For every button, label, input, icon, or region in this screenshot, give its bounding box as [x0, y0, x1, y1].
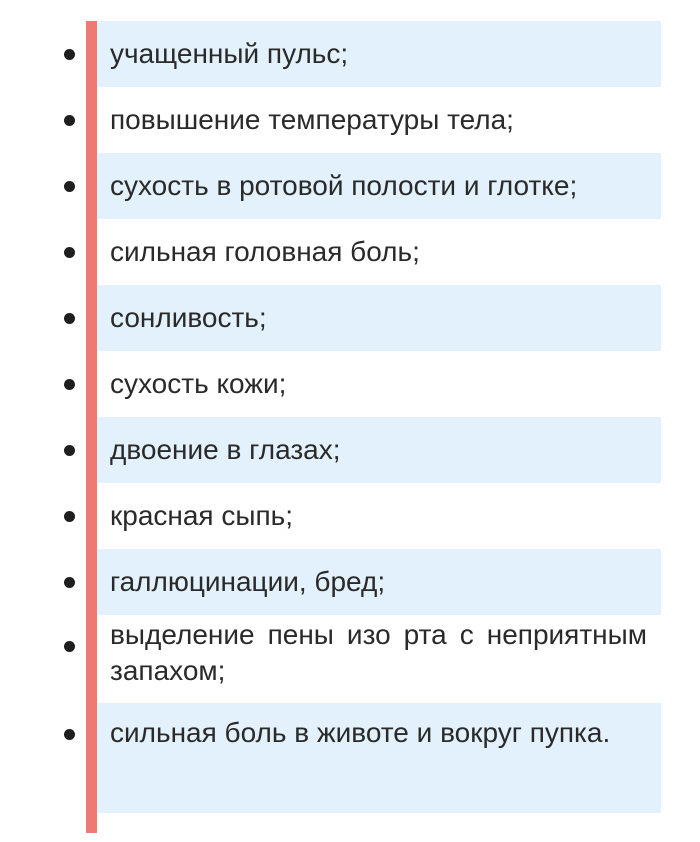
list-item-text: повышение температуры тела; — [110, 104, 514, 135]
bullet-icon — [64, 313, 75, 324]
list-item-text: выделение пены изо рта с неприятным запахом; — [110, 619, 647, 686]
list-item-text: учащенный пульс; — [97, 21, 661, 87]
bullet-icon — [64, 247, 75, 258]
list-item-text: сильная головная боль; — [110, 236, 420, 267]
list-item — [0, 87, 700, 153]
bullet-icon — [64, 181, 75, 192]
list-item — [0, 351, 700, 417]
list-item-text: красная сыпь; — [110, 500, 294, 531]
bullet-icon — [64, 379, 75, 390]
list-item — [0, 615, 700, 703]
list-item-text: галлюцинации, бред; — [97, 549, 661, 615]
list-item-text: сонливость; — [97, 285, 661, 351]
list-item-text: сухость в ротовой полости и глотке; — [97, 153, 661, 219]
bullet-icon — [64, 729, 75, 740]
list-item — [0, 483, 700, 549]
list-item — [0, 153, 700, 219]
bullet-icon — [64, 445, 75, 456]
list-item — [0, 219, 700, 285]
list-item-text: сухость кожи; — [110, 368, 287, 399]
bullet-icon — [64, 115, 75, 126]
list-item — [0, 703, 700, 813]
bullet-icon — [64, 511, 75, 522]
list-item-text: сильная боль в животе и вокруг пупка. — [97, 703, 661, 813]
symptom-list — [0, 21, 700, 813]
bullet-icon — [64, 641, 75, 652]
list-item — [0, 285, 700, 351]
list-item — [0, 21, 700, 87]
list-item — [0, 417, 700, 483]
bullet-icon — [64, 577, 75, 588]
bullet-icon — [64, 49, 75, 60]
list-item-text: двоение в глазах; — [97, 417, 661, 483]
